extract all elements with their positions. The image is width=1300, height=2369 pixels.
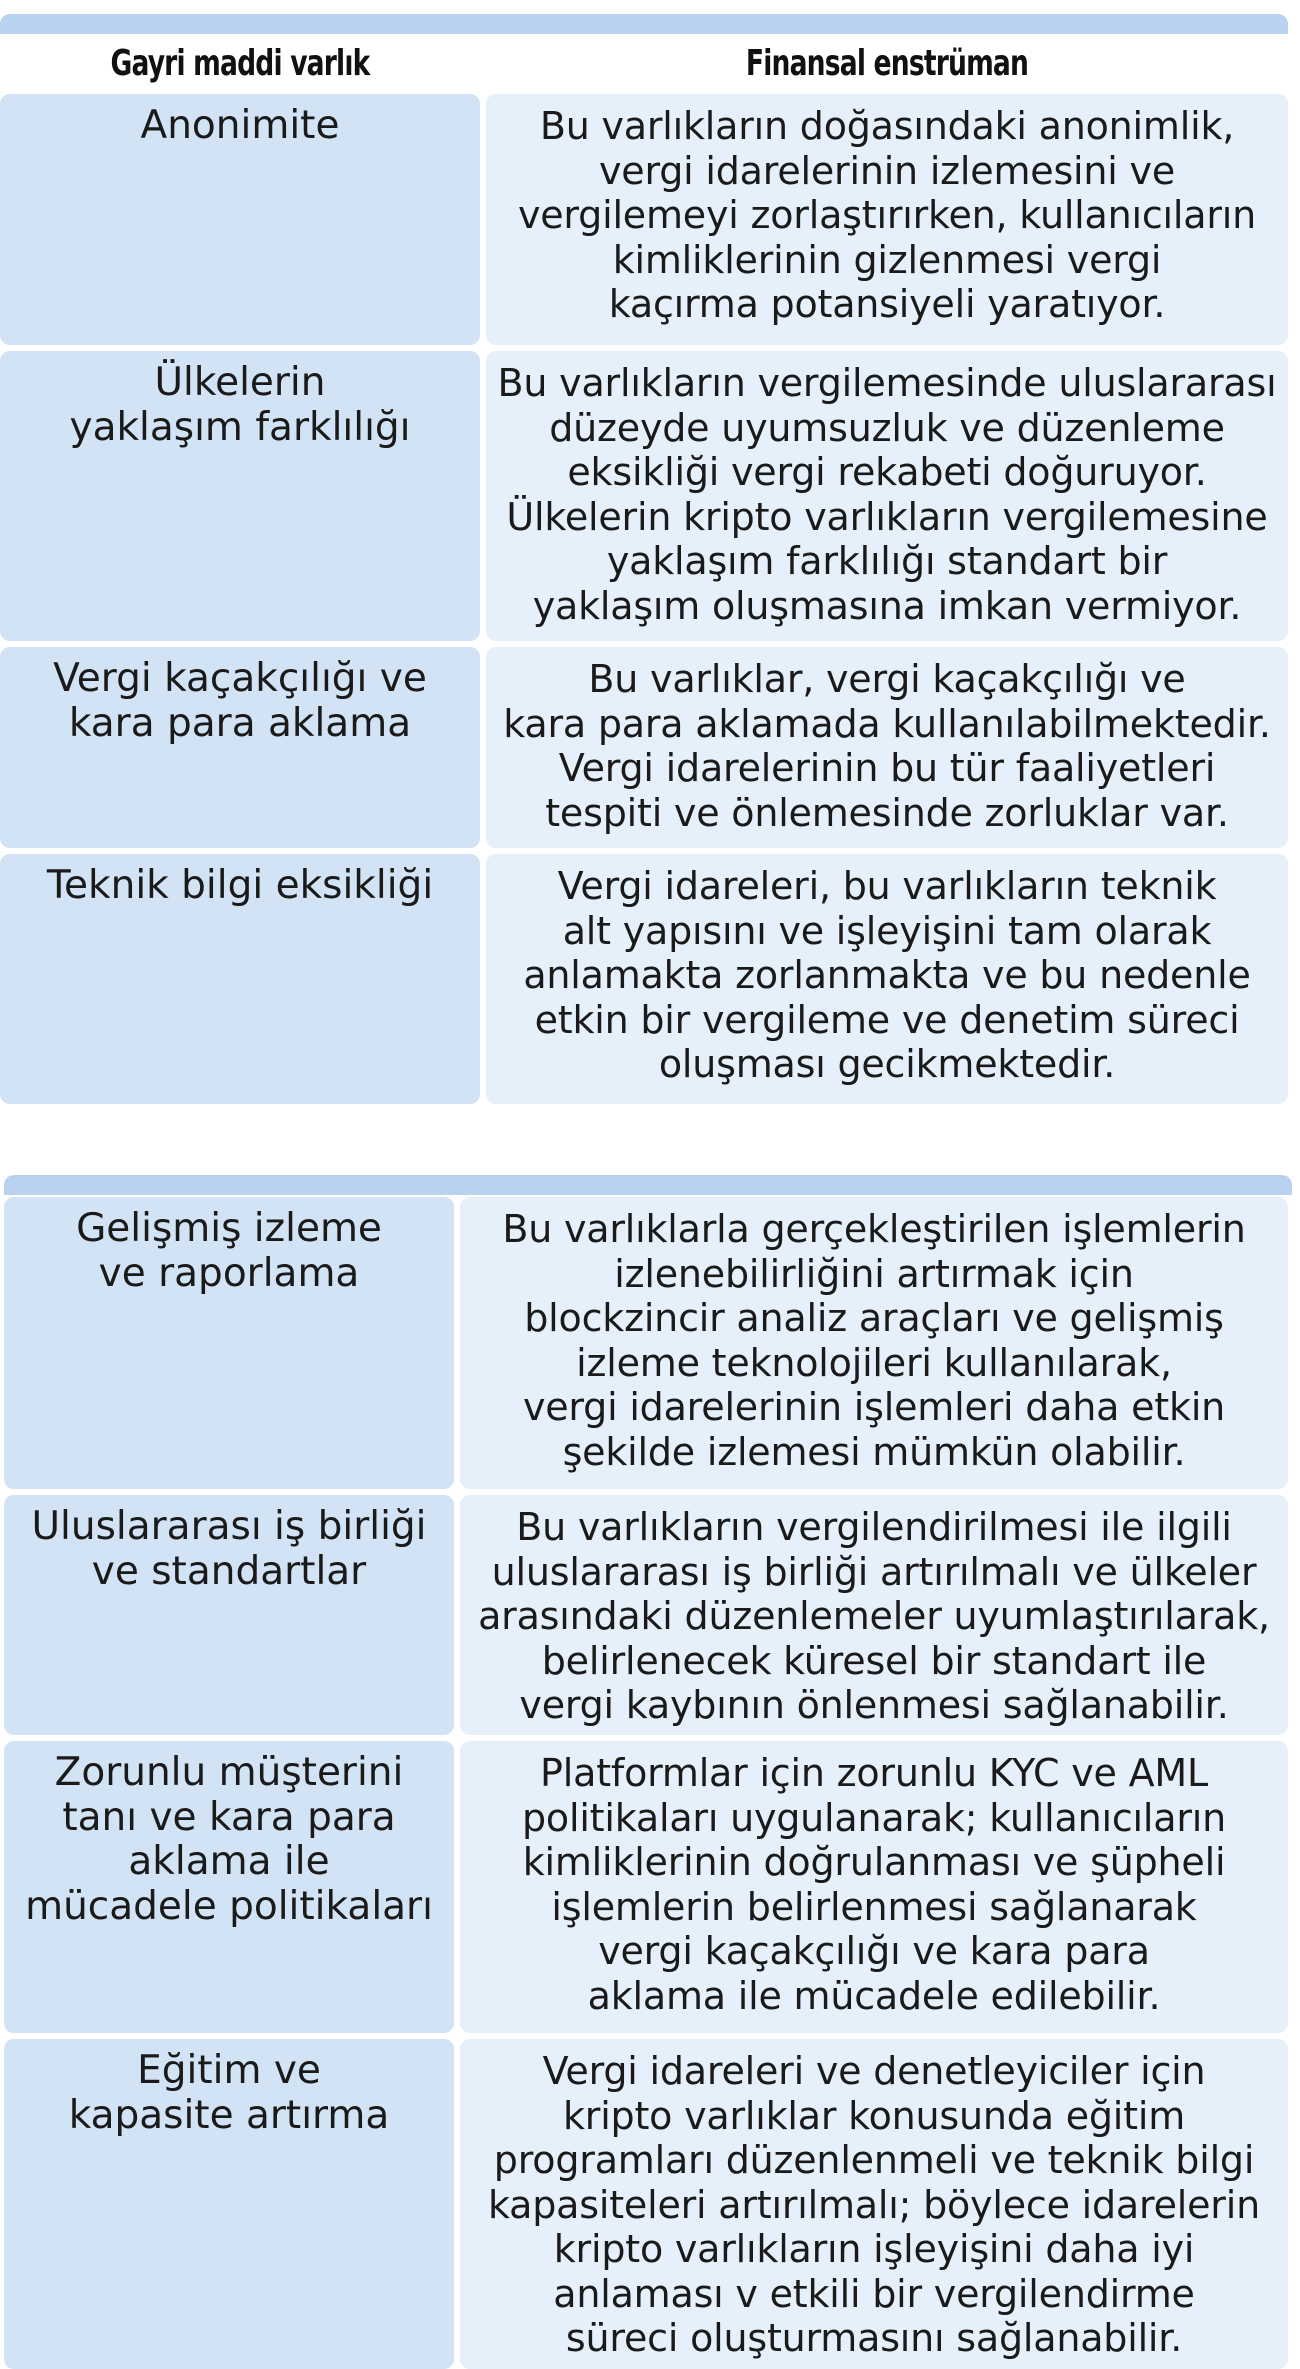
row-description: Bu varlıklar, vergi kaçakçılığı ve kara para aklamada kullanılabilmektedir. Vergi idarelerinin bu tür faaliyetleri tespiti ve önlemesinde zorluklar var. <box>503 657 1271 835</box>
row-description: Bu varlıkların vergilemesinde uluslararası düzeyde uyumsuzluk ve düzenleme eksikliği vergi rekabeti doğuruyor. Ülkelerin kripto varlıkların vergilemesine yaklaşım farklılığı standart bir yaklaşım oluşmasına imkan vermiyor. <box>497 361 1277 628</box>
table-row <box>0 351 1300 641</box>
row-label: Vergi kaçakçılığı ve kara para aklama <box>53 656 427 746</box>
table-row <box>0 647 1300 848</box>
row-label-cell <box>0 351 480 641</box>
row-label-cell <box>4 1495 454 1735</box>
table-top-bar <box>4 1175 1292 1195</box>
row-description-cell <box>486 854 1288 1104</box>
row-label: Ülkelerin yaklaşım farklılığı <box>69 360 411 450</box>
row-description-cell <box>486 351 1288 641</box>
row-label-cell <box>4 2039 454 2369</box>
row-label-cell <box>0 647 480 848</box>
row-description: Vergi idareleri, bu varlıkların teknik alt yapısını ve işleyişini tam olarak anlamakta zorlanmakta ve bu nedenle etkin bir vergileme ve denetim süreci oluşması gecikmektedir. <box>523 864 1251 1086</box>
header-financial-instrument: Finansal enstrüman <box>745 42 1029 84</box>
row-description: Bu varlıkların doğasındaki anonimlik, vergi idarelerinin izlemesini ve vergilemeyi zorlaştırırken, kullanıcıların kimliklerinin gizlenmesi vergi kaçırma potansiyeli yaratıyor. <box>517 104 1257 326</box>
table-row <box>0 854 1300 1104</box>
row-label: Teknik bilgi eksikliği <box>46 863 434 908</box>
table-row <box>0 2039 1300 2369</box>
table-row <box>0 1741 1300 2033</box>
row-label: Anonimite <box>140 103 340 148</box>
row-label: Uluslararası iş birliği ve standartlar <box>31 1504 427 1594</box>
row-description-cell <box>460 1197 1288 1489</box>
row-label-cell <box>0 854 480 1104</box>
table-top-bar <box>0 14 1288 34</box>
table-row <box>0 1495 1300 1735</box>
row-label-cell <box>0 94 480 345</box>
row-description: Bu varlıklarla gerçekleştirilen işlemlerin izlenebilirliğini artırmak için blockzincir analiz araçları ve gelişmiş izleme teknolojileri kullanılarak, vergi idarelerinin işlemleri daha etkin şekilde izlemesi mümkün olabilir. <box>502 1207 1246 1474</box>
row-label: Eğitim ve kapasite artırma <box>68 2048 390 2138</box>
row-description: Vergi idareleri ve denetleyiciler için kripto varlıklar konusunda eğitim programları düzenlenmeli ve teknik bilgi kapasiteleri artırılmalı; böylece idarelerin kripto varlıkların işleyişini daha iyi anlaması v etkili bir vergilendirme süreci oluşturmasını sağlanabilir. <box>488 2049 1260 2360</box>
table-row <box>0 1197 1300 1489</box>
table-row <box>0 94 1300 345</box>
row-description: Bu varlıkların vergilendirilmesi ile ilgili uluslararası iş birliği artırılmalı ve ülkeler arasındaki düzenlemeler uyumlaştırılarak, belirlenecek küresel bir standart ile vergi kaybının önlenmesi sağlanabilir. <box>478 1505 1270 1727</box>
row-label-cell <box>4 1197 454 1489</box>
header-intangible-asset: Gayri maddi varlık <box>110 42 370 84</box>
row-description-cell <box>460 1495 1288 1735</box>
row-description-cell <box>486 94 1288 345</box>
row-description-cell <box>460 1741 1288 2033</box>
row-label: Zorunlu müşterini tanı ve kara para aklama ile mücadele politikaları <box>25 1750 433 1929</box>
row-description: Platformlar için zorunlu KYC ve AML politikaları uygulanarak; kullanıcıların kimliklerinin doğrulanması ve şüpheli işlemlerin belirlenmesi sağlanarak vergi kaçakçılığı ve kara para aklama ile mücadele edilebilir. <box>522 1751 1226 2018</box>
row-description-cell <box>460 2039 1288 2369</box>
row-label-cell <box>4 1741 454 2033</box>
row-description-cell <box>486 647 1288 848</box>
row-label: Gelişmiş izleme ve raporlama <box>76 1206 382 1296</box>
